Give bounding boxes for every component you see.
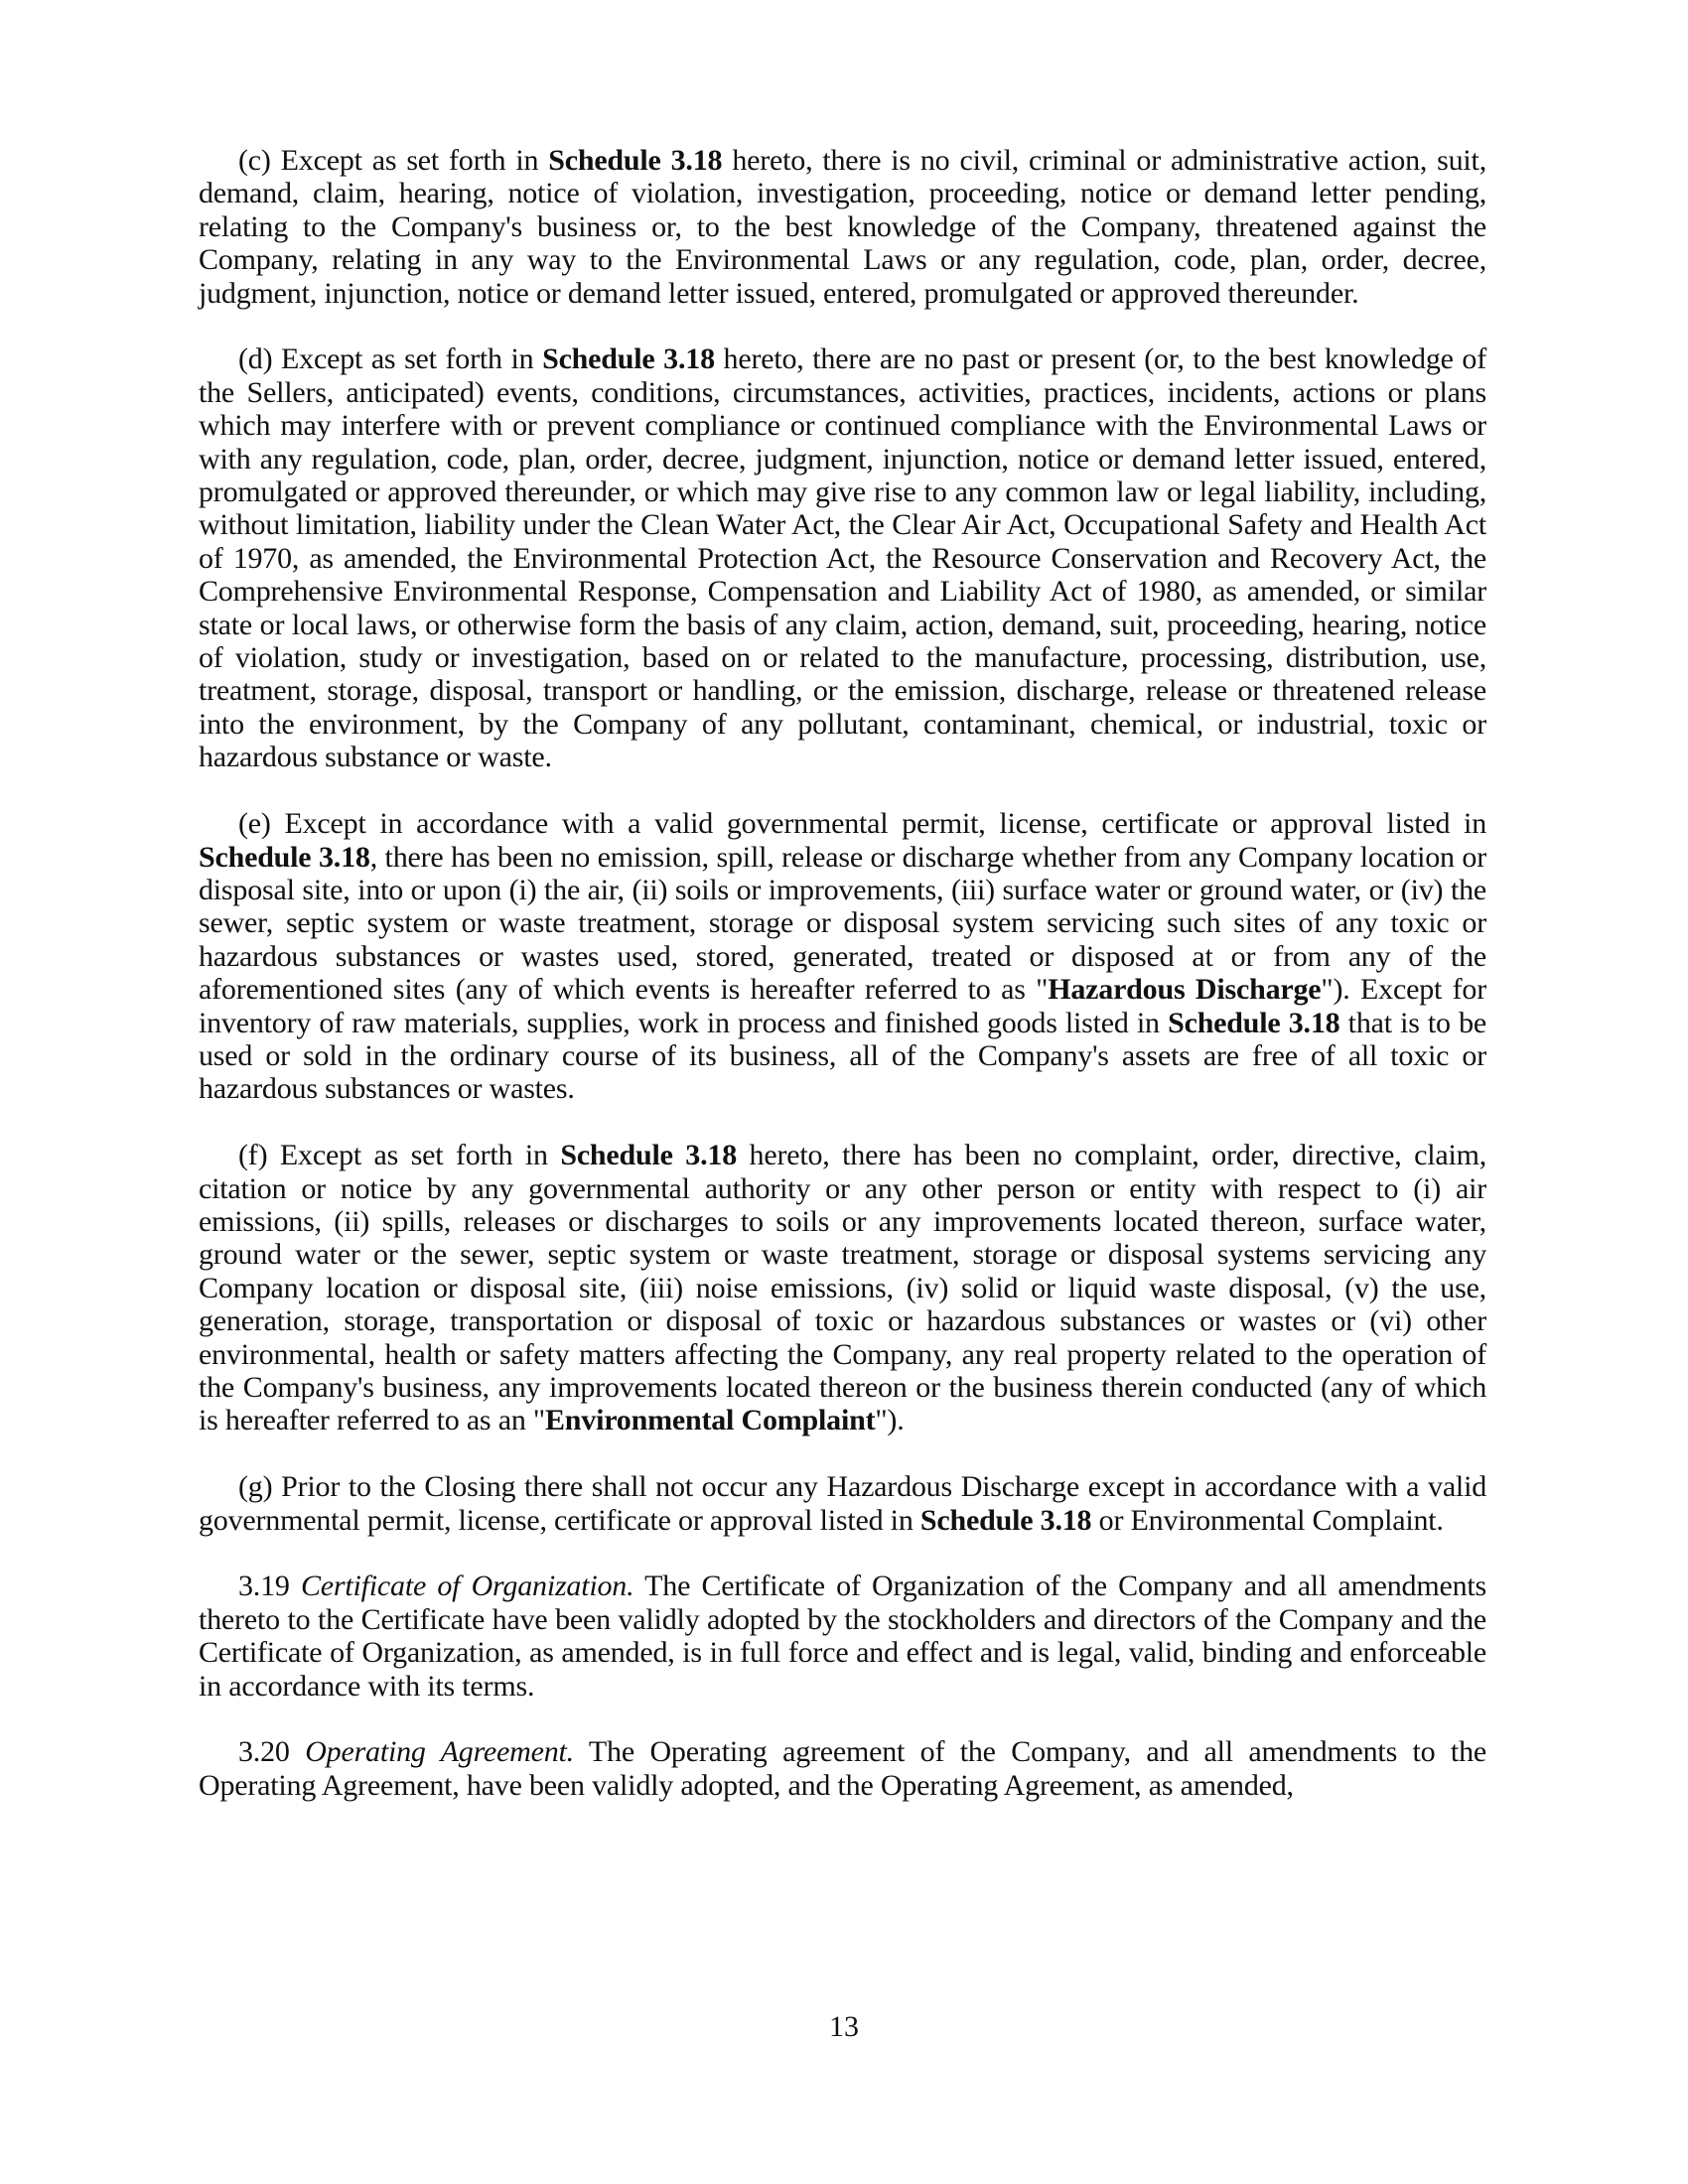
paragraph-f: [199, 1139, 1486, 1437]
paragraph-text: , there has been no emission, spill, release or discharge whether from any Company location or disposal site, into or upon (i) the air, (ii) soils or improvements, (iii) surface water or ground water, or (iv) the sewer, septic system or waste treatment, storage or disposal system servicing such sites of any toxic or hazardous substances or wastes used, stored, generated, treated or disposed at or from any of the aforementioned sites (any of which events is hereafter referred to as ": [199, 840, 1486, 1007]
paragraph-d: [199, 342, 1486, 773]
paragraph-text: hereto, there is no civil, criminal or administrative action, suit, demand, claim, hearing, notice of violation, investigation, proceeding, notice or demand letter pending, relating to the Company's business or, to the best knowledge of the Company, threatened against the Company, relating in any way to the Environmental Laws or any regulation, code, plan, order, decree, judgment, injunction, notice or demand letter issued, entered, promulgated or approved thereunder.: [199, 144, 1486, 310]
paragraph-text: "). Except for inventory of raw materials, supplies, work in process and finished goods listed in: [199, 973, 1486, 1039]
paragraph-text: (c) Except as set forth in: [238, 144, 549, 177]
paragraph-text: that is to be used or sold in the ordinary course of its business, all of the Company's assets are free of all toxic or hazardous substances or wastes.: [199, 1006, 1487, 1106]
paragraph-text: (d) Except as set forth in: [238, 342, 543, 376]
section-number: 3.20: [238, 1735, 306, 1769]
section-heading: Certificate of Organization.: [300, 1570, 634, 1603]
defined-term-environmental-complaint: Environmental Complaint: [544, 1404, 876, 1437]
paragraph-text: The Operating agreement of the Company, and all amendments to the Operating Agreement, have been validly adopted, and the Operating Agreement, as amended,: [199, 1735, 1486, 1802]
schedule-reference: Schedule 3.18: [919, 1503, 1092, 1537]
paragraph-text: hereto, there are no past or present (or, to the best knowledge of the Sellers, anticipated) events, conditions, circumstances, activities, practices, incidents, actions or plans which may interfere with or prevent compliance or continued compliance with the Environmental Laws or with any regulation, code, plan, order, decree, judgment, injunction, notice or demand letter issued, entered, promulgated or approved thereunder, or which may give rise to any common law or legal liability, including, without limitation, liability under the Clean Water Act, the Clear Air Act, Occupational Safety and Health Act of 1970, as amended, the Environmental Protection Act, the Resource Conservation and Recovery Act, the Comprehensive Environmental Response, Compensation and Liability Act of 1980, as amended, or similar state or local laws, or otherwise form the basis of any claim, action, demand, suit, proceeding, hearing, notice of violation, study or investigation, based on or related to the manufacture, processing, distribution, use, treatment, storage, disposal, transport or handling, or the emission, discharge, release or threatened release into the environment, by the Company of any pollutant, contaminant, chemical, or industrial, toxic or hazardous substance or waste.: [199, 342, 1486, 774]
document-body: [199, 144, 1486, 1802]
schedule-reference: Schedule 3.18: [1168, 1006, 1340, 1039]
defined-term-hazardous-discharge: Hazardous Discharge: [1048, 973, 1322, 1007]
section-heading: Operating Agreement.: [305, 1735, 574, 1769]
section-3-19: [199, 1570, 1486, 1703]
paragraph-e: [199, 807, 1486, 1106]
paragraph-c: [199, 144, 1486, 310]
schedule-reference: Schedule 3.18: [199, 840, 370, 874]
paragraph-text: or Environmental Complaint.: [1091, 1503, 1444, 1537]
paragraph-text: (f) Except as set forth in: [238, 1139, 561, 1172]
schedule-reference: Schedule 3.18: [548, 144, 723, 177]
section-number: 3.19: [238, 1570, 301, 1603]
paragraph-text: (e) Except in accordance with a valid governmental permit, license, certificate or approval listed in: [238, 807, 1486, 841]
section-3-20: [199, 1735, 1486, 1802]
schedule-reference: Schedule 3.18: [542, 342, 715, 376]
page-number: 13: [829, 2010, 859, 2043]
paragraph-text: The Certificate of Organization of the Company and all amendments thereto to the Certificate have been validly adopted by the stockholders and directors of the Company and the Certificate of Organization, as amended, is in full force and effect and is legal, valid, binding and enforceable in accordance with its terms.: [199, 1570, 1486, 1703]
paragraph-text: hereto, there has been no complaint, order, directive, claim, citation or notice by any governmental authority or any other person or entity with respect to (i) air emissions, (ii) spills, releases or discharges to soils or any improvements located thereon, surface water, ground water or the sewer, septic system or waste treatment, storage or disposal systems servicing any Company location or disposal site, (iii) noise emissions, (iv) solid or liquid waste disposal, (v) the use, generation, storage, transportation or disposal of toxic or hazardous substances or wastes or (vi) other environmental, health or safety matters affecting the Company, any real property related to the operation of the Company's business, any improvements located thereon or the business therein conducted (any of which is hereafter referred to as an ": [199, 1139, 1487, 1437]
paragraph-text: ").: [875, 1404, 905, 1437]
paragraph-g: [199, 1470, 1486, 1537]
schedule-reference: Schedule 3.18: [560, 1139, 737, 1172]
paragraph-text: (g) Prior to the Closing there shall not occur any Hazardous Discharge except in accordance with a valid governmental permit, license, certificate or approval listed in: [199, 1470, 1486, 1537]
